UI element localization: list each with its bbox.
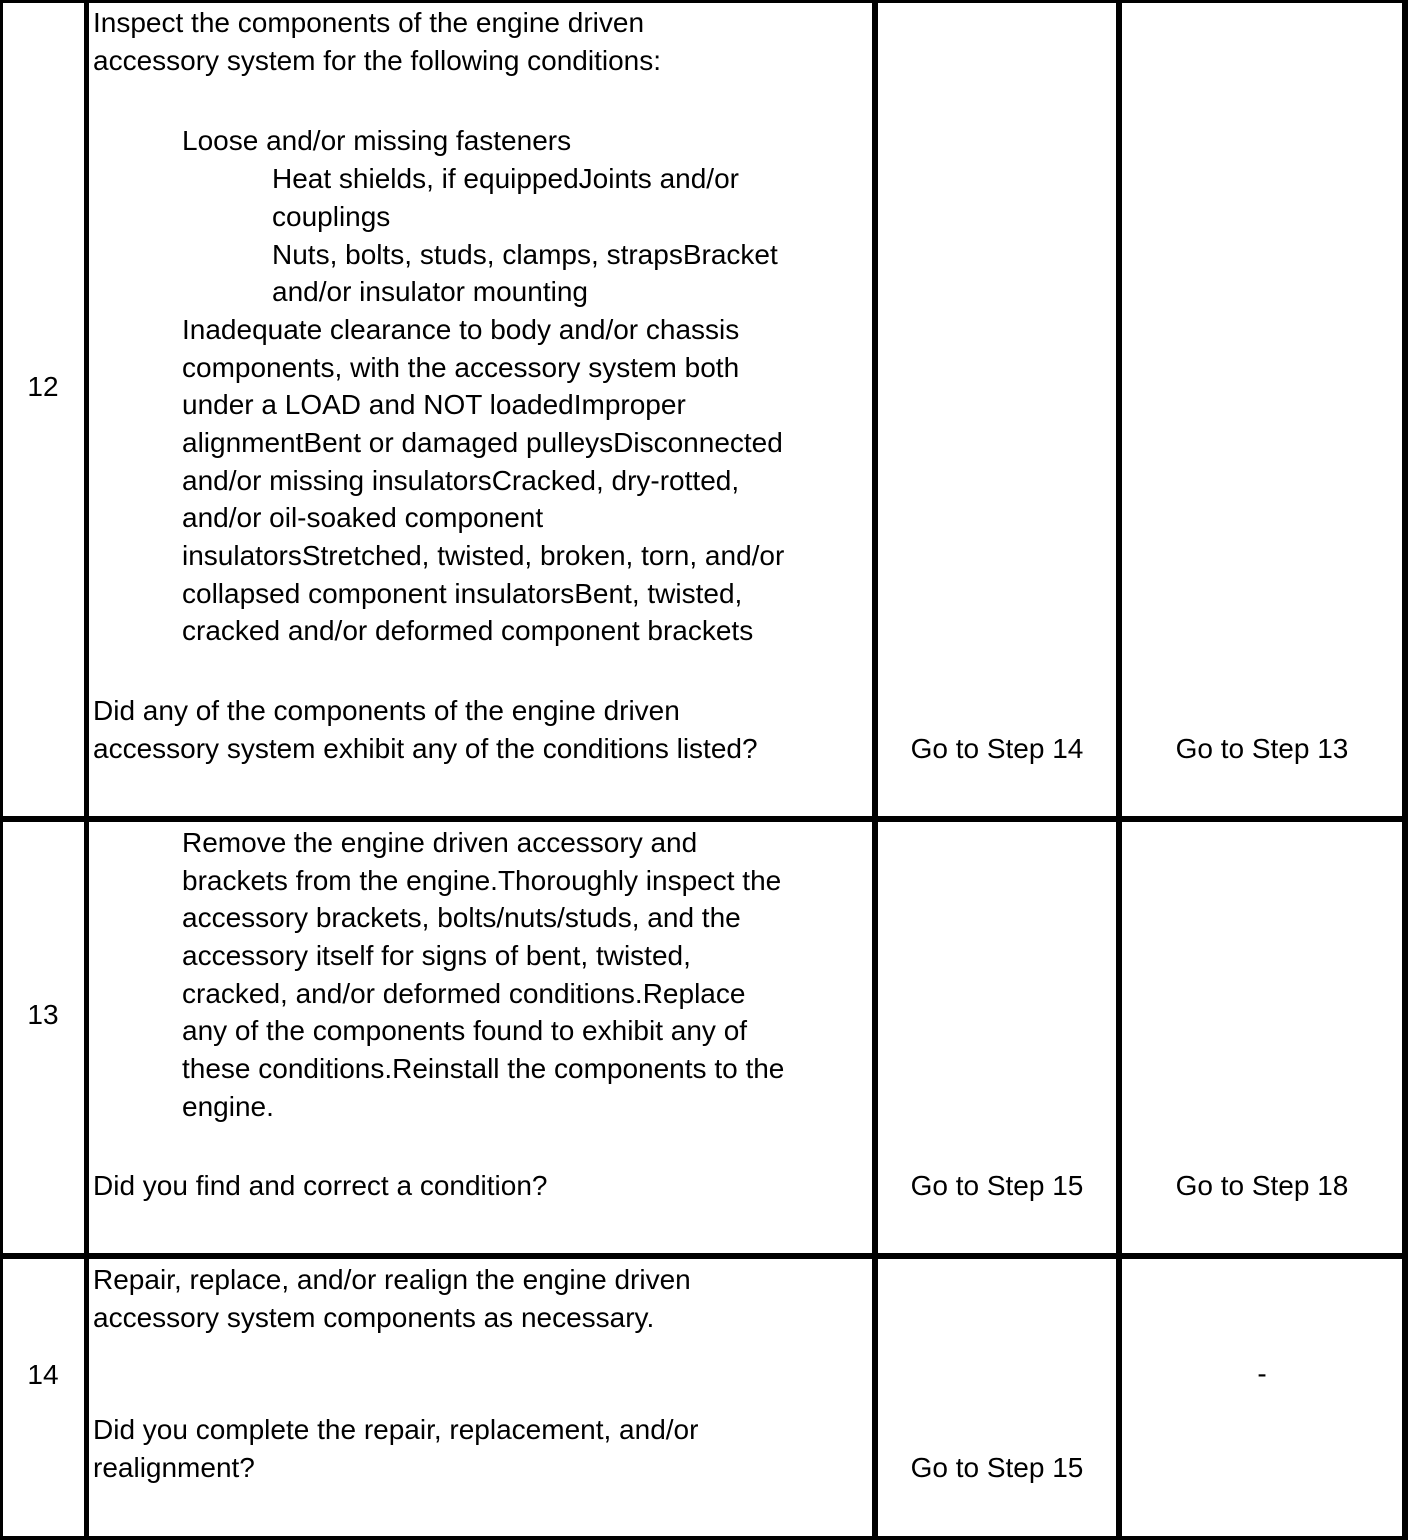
step-13-question: Did you find and correct a condition? xyxy=(93,1170,548,1201)
step-12-item2-line-6: and/or oil-soaked component xyxy=(182,502,544,533)
step-12-intro-line-2: accessory system for the following conditions: xyxy=(93,45,662,76)
step-12-item2-line-9: cracked and/or deformed component brackets xyxy=(182,615,754,646)
step-12-sub-item-line-1: Heat shields, if equippedJoints and/or xyxy=(272,163,739,194)
step-12-sub-item-line-3: Nuts, bolts, studs, clamps, strapsBracket xyxy=(272,239,778,270)
step-14-question-line-2: realignment? xyxy=(93,1452,255,1483)
step-12-item2-line-3: under a LOAD and NOT loadedImproper xyxy=(182,389,686,420)
step-12-yes-result: Go to Step 14 xyxy=(910,733,1084,764)
step-13-body-line-5: cracked, and/or deformed conditions.Replace xyxy=(182,978,746,1009)
row-divider-13-14 xyxy=(0,1253,1408,1259)
table-border-left xyxy=(0,0,3,1540)
step-13-no-result: Go to Step 18 xyxy=(1175,1170,1349,1201)
step-14-question-line-1: Did you complete the repair, replacement, and/or xyxy=(93,1414,699,1445)
step-13-body-line-4: accessory itself for signs of bent, twisted, xyxy=(182,940,691,971)
step-13-body-line-6: any of the components found to exhibit any of xyxy=(182,1015,748,1046)
step-12-sub-item-line-4: and/or insulator mounting xyxy=(272,276,588,307)
step-number-14: 14 xyxy=(27,1359,59,1390)
row-divider-12-13 xyxy=(0,816,1408,822)
step-13-body-line-7: these conditions.Reinstall the components to the xyxy=(182,1053,785,1084)
step-12-no-result: Go to Step 13 xyxy=(1175,733,1349,764)
step-13-body-line-3: accessory brackets, bolts/nuts/studs, and the xyxy=(182,902,741,933)
table-border-right xyxy=(1402,0,1408,1540)
step-12-item2-line-7: insulatorsStretched, twisted, broken, torn, and/or xyxy=(182,540,785,571)
column-divider-action xyxy=(872,0,878,1540)
step-12-item-loose-fasteners: Loose and/or missing fasteners xyxy=(182,125,572,156)
step-12-item2-line-8: collapsed component insulatorsBent, twisted, xyxy=(182,578,743,609)
step-14-body-line-2: accessory system components as necessary. xyxy=(93,1302,655,1333)
step-12-intro-line-1: Inspect the components of the engine driven xyxy=(93,7,645,38)
step-14-body-line-1: Repair, replace, and/or realign the engine driven xyxy=(93,1264,691,1295)
step-12-item2-line-4: alignmentBent or damaged pulleysDisconnected xyxy=(182,427,783,458)
step-number-13: 13 xyxy=(27,999,59,1030)
step-13-body-line-2: brackets from the engine.Thoroughly inspect the xyxy=(182,865,782,896)
step-12-question-line-2: accessory system exhibit any of the conditions listed? xyxy=(93,733,758,764)
step-12-question-line-1: Did any of the components of the engine driven xyxy=(93,695,680,726)
step-13-body-line-1: Remove the engine driven accessory and xyxy=(182,827,698,858)
step-13-body-line-8: engine. xyxy=(182,1091,274,1122)
table-border-bottom xyxy=(0,1536,1408,1540)
step-12-item2-line-5: and/or missing insulatorsCracked, dry-rotted, xyxy=(182,465,740,496)
column-divider-yes xyxy=(1116,0,1122,1540)
table-border-top xyxy=(0,0,1408,3)
step-13-yes-result: Go to Step 15 xyxy=(910,1170,1084,1201)
step-number-12: 12 xyxy=(27,371,59,402)
step-14-no-result: - xyxy=(1257,1358,1267,1389)
step-12-sub-item-line-2: couplings xyxy=(272,201,391,232)
step-14-yes-result: Go to Step 15 xyxy=(910,1452,1084,1483)
step-12-item2-line-1: Inadequate clearance to body and/or chassis xyxy=(182,314,740,345)
column-divider-step xyxy=(84,0,89,1540)
step-12-item2-line-2: components, with the accessory system both xyxy=(182,352,740,383)
